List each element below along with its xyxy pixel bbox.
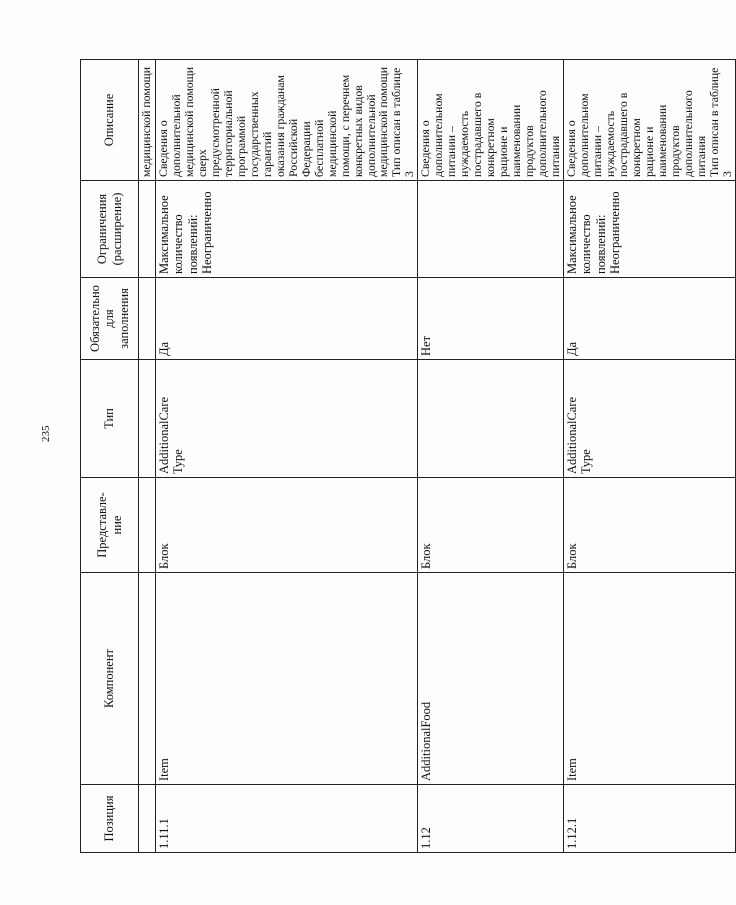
cell-mandatory: Да xyxy=(564,278,736,360)
cell-empty xyxy=(139,278,156,360)
spec-table xyxy=(80,59,736,853)
header-limitations: Ограничения (расширение) xyxy=(81,181,139,278)
header-mandatory: Обязательно для заполнения xyxy=(81,278,139,360)
rotated-table-frame xyxy=(80,60,734,853)
cell-type: AdditionalCare Type xyxy=(564,360,736,478)
cell-description: Сведения о дополнительном питании – нуждаемость пострадавшего в конкретном рационе и наименовании продуктов дополнительного питания Тип описан в таблице 3 xyxy=(564,60,736,181)
cell-component: AdditionalFood xyxy=(418,573,564,785)
cell-representation: Блок xyxy=(564,478,736,573)
header-representation: Представле- ние xyxy=(81,478,139,573)
cell-mandatory: Да xyxy=(156,278,418,360)
cell-empty xyxy=(139,478,156,573)
cell-position: 1.12.1 xyxy=(564,785,736,853)
cell-limitations xyxy=(418,181,564,278)
cell-description: Сведения о дополнительной медицинской помощи сверх предусмотренной территориальной программой государственных гарантий оказания гражданам Российской Федерации бесплатной медицинской помощи, с перечнем конкретных видов дополнительной медицинской помощи Тип описан в таблице 3 xyxy=(156,60,418,181)
cell-limitations: Максимальное количество появлений: Неограниченно xyxy=(156,181,418,278)
cell-limitations: Максимальное количество появлений: Неограниченно xyxy=(564,181,736,278)
table-header-row xyxy=(81,60,139,853)
cell-representation: Блок xyxy=(418,478,564,573)
table-row xyxy=(564,60,736,853)
cell-type xyxy=(418,360,564,478)
table-row xyxy=(156,60,418,853)
continuation-row xyxy=(139,60,156,853)
cell-type: AdditionalCare Type xyxy=(156,360,418,478)
cell-empty xyxy=(139,573,156,785)
cell-component: Item xyxy=(564,573,736,785)
table-row xyxy=(418,60,564,853)
cell-description: Сведения о дополнительном питании – нуждаемость пострадавшего в конкретном рационе и наименовании продуктов дополнительного питания xyxy=(418,60,564,181)
cell-empty xyxy=(139,785,156,853)
cell-mandatory: Нет xyxy=(418,278,564,360)
header-position: Позиция xyxy=(81,785,139,853)
header-type: Тип xyxy=(81,360,139,478)
table-container xyxy=(80,60,734,853)
cell-empty xyxy=(139,181,156,278)
cell-position: 1.11.1 xyxy=(156,785,418,853)
cell-empty xyxy=(139,360,156,478)
page-number: 235 xyxy=(40,425,52,442)
cell-position: 1.12 xyxy=(418,785,564,853)
header-description: Описание xyxy=(81,60,139,181)
header-component: Компонент xyxy=(81,573,139,785)
cell-description: медицинской помощи xyxy=(139,60,156,181)
cell-component: Item xyxy=(156,573,418,785)
cell-representation: Блок xyxy=(156,478,418,573)
